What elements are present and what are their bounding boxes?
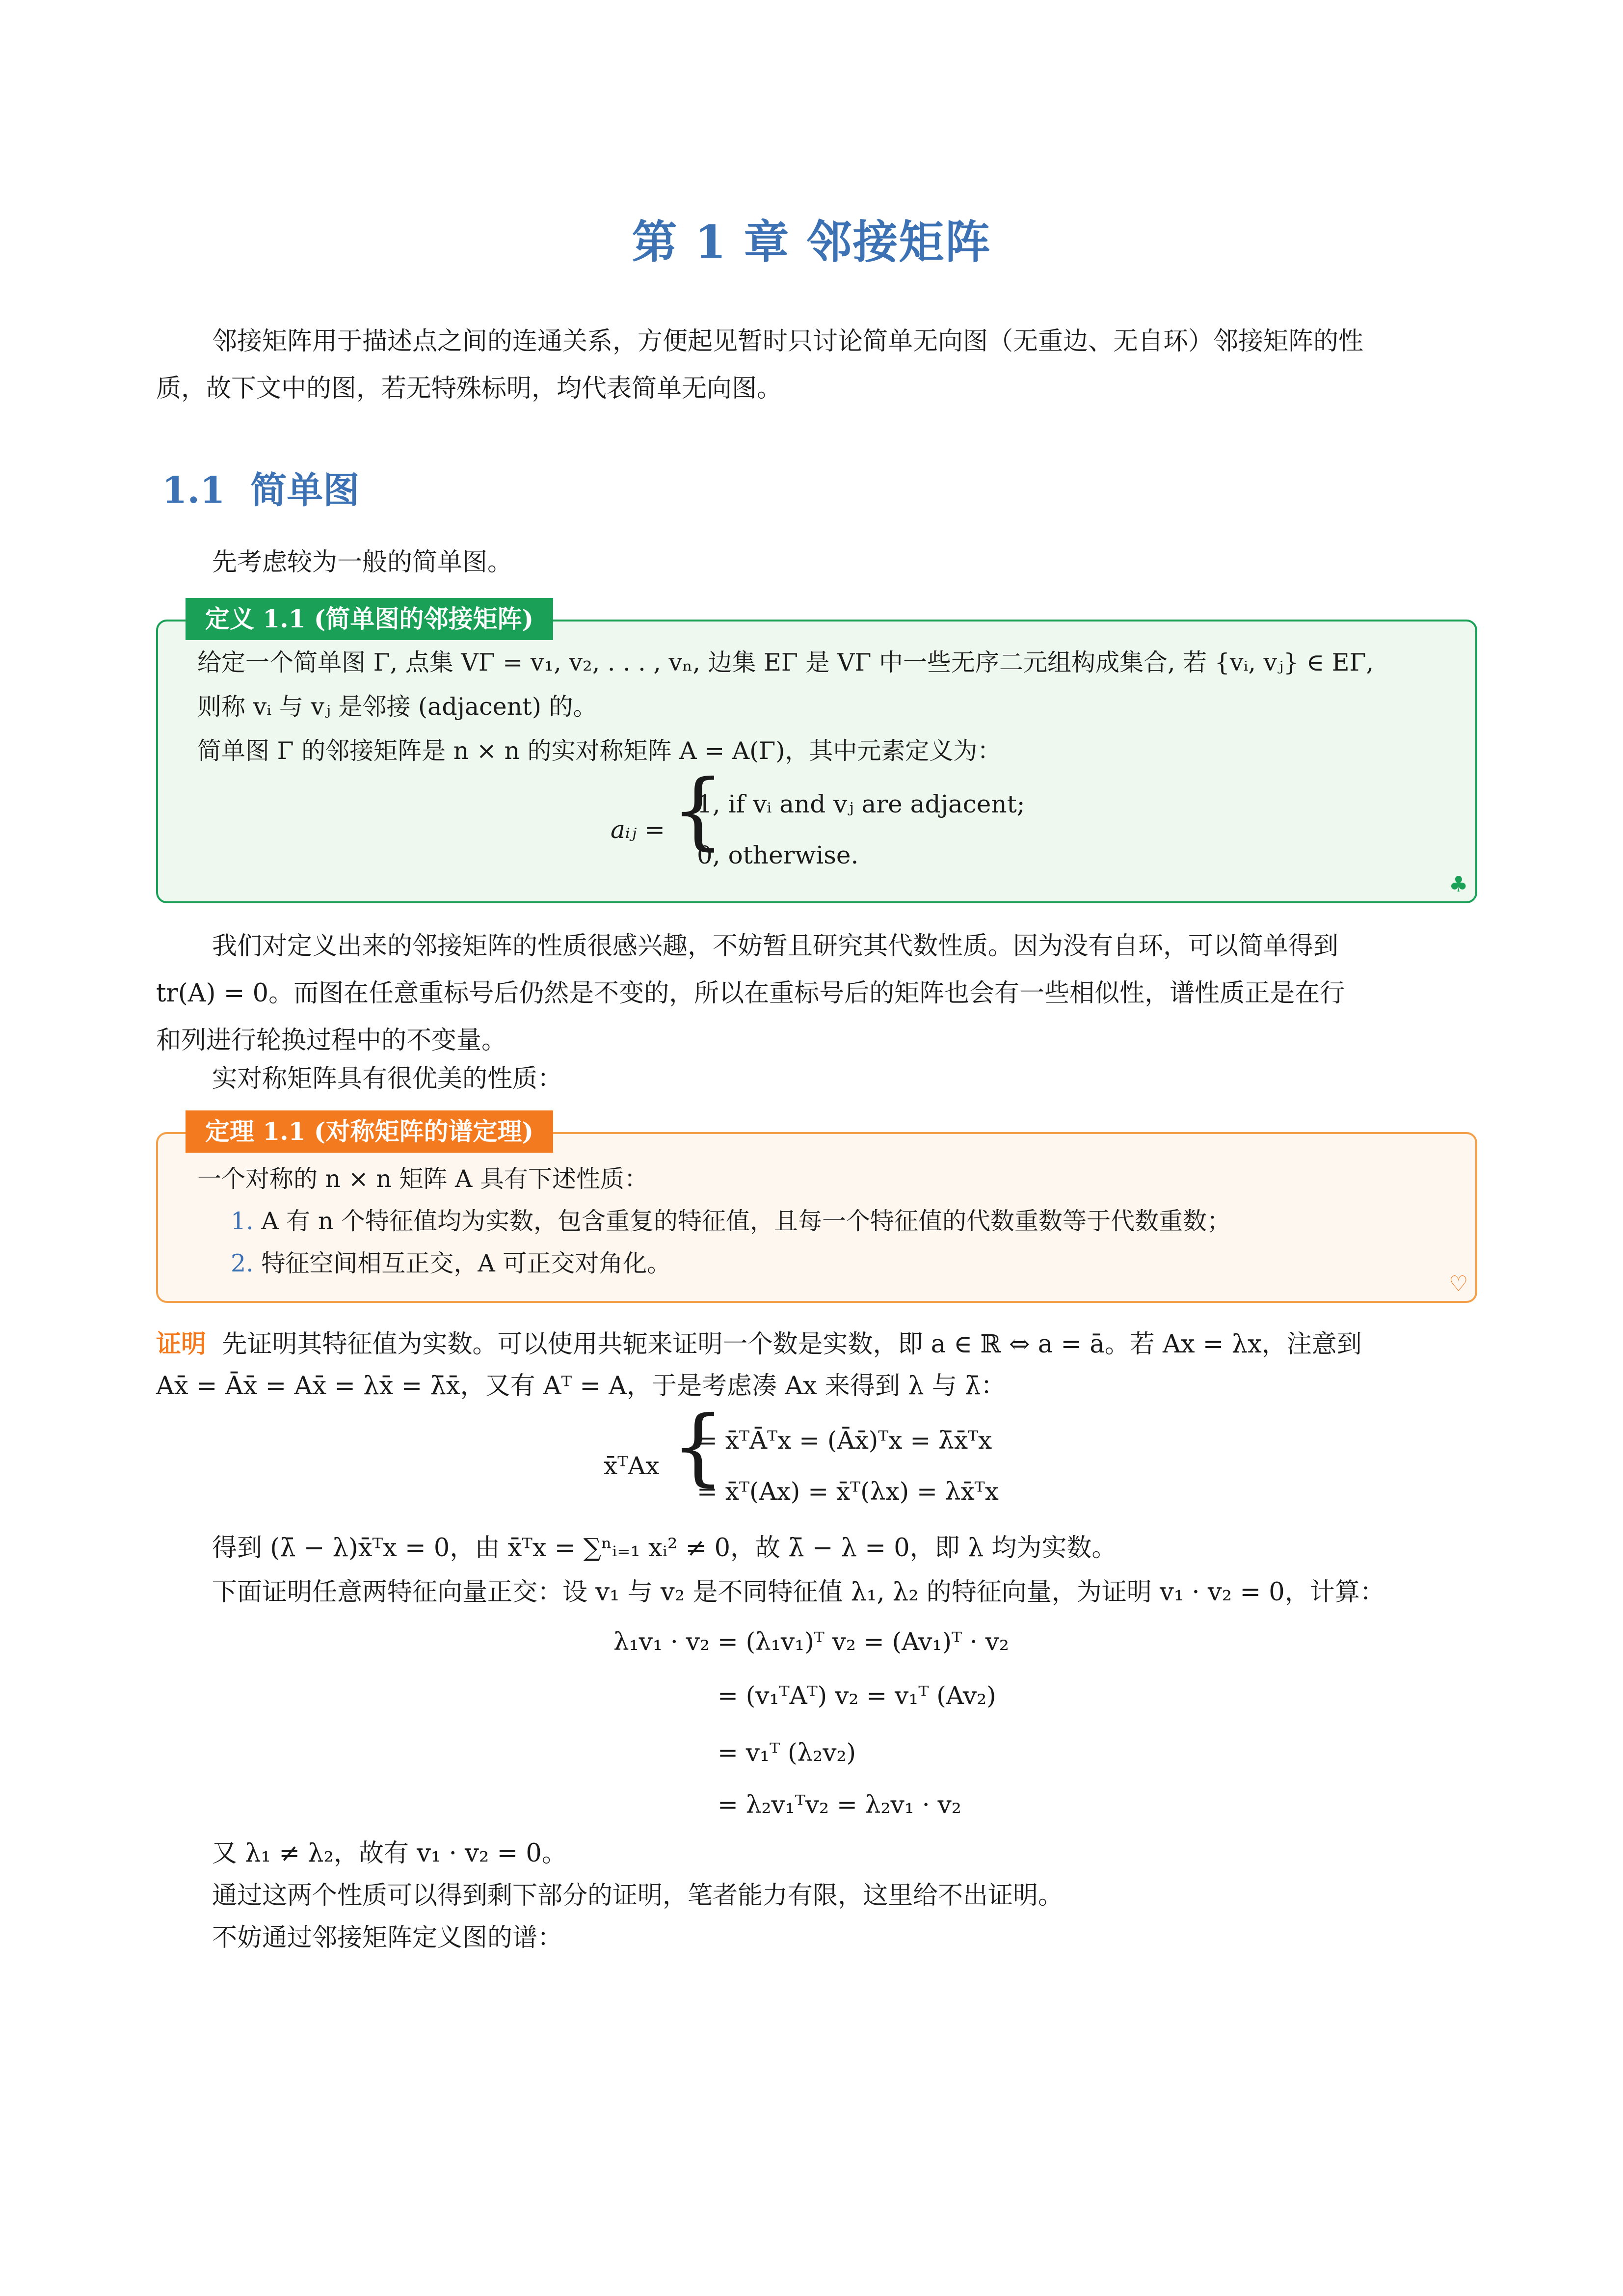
section-intro: 先考虑较为一般的简单图。 bbox=[212, 548, 513, 577]
proof-line-1-text: 先证明其特征值为实数。可以使用共轭来证明一个数是实数，即 a ∈ ℝ ⇔ a = ā。若 Ax = λx，注意到 bbox=[222, 1330, 1362, 1359]
intro-line-2: 质，故下文中的图，若无特殊标明，均代表简单无向图。 bbox=[156, 374, 782, 403]
section-heading bbox=[162, 461, 359, 513]
proof-align-line-3: = v₁ᵀ (λ₂v₂) bbox=[718, 1738, 856, 1767]
definition-tag: 定义 1.1 (简单图的邻接矩阵) bbox=[186, 598, 553, 640]
club-icon: ♣ bbox=[1449, 872, 1468, 897]
theorem-intro: 一个对称的 n × n 矩阵 A 具有下述性质： bbox=[197, 1165, 649, 1193]
heart-icon: ♡ bbox=[1449, 1271, 1468, 1297]
theorem-item-1-text: A 有 n 个特征值均为实数，包含重复的特征值，且每一个特征值的代数重数等于代数重数； bbox=[261, 1207, 1231, 1235]
body-line-2: tr(A) = 0。而图在任意重标号后仍然是不变的，所以在重标号后的矩阵也会有一些相似性，谱性质正是在行 bbox=[156, 979, 1345, 1008]
chapter-title: 第 1 章 邻接矩阵 bbox=[632, 216, 991, 269]
definition-brace: { bbox=[671, 762, 725, 859]
proof-line-3: 得到 (λ̄ − λ)x̄ᵀx = 0，由 x̄ᵀx = ∑ⁿᵢ₌₁ xᵢ² ≠ 0，故 λ̄ − λ = 0，即 λ 均为实数。 bbox=[212, 1534, 1117, 1563]
proof-line-6: 通过这两个性质可以得到剩下部分的证明，笔者能力有限，这里给不出证明。 bbox=[212, 1881, 1064, 1910]
definition-line-3: 简单图 Γ 的邻接矩阵是 n × n 的实对称矩阵 A = A(Γ)，其中元素定义为： bbox=[197, 737, 1002, 765]
theorem-item-1-number: 1. bbox=[231, 1207, 254, 1235]
definition-case-1: 1, if vᵢ and vⱼ are adjacent; bbox=[697, 790, 1025, 818]
theorem-item-2 bbox=[231, 1240, 671, 1287]
proof-line-2: Ax̄ = Āx̄ = Ax̄ = λx̄ = λ̄x̄，又有 Aᵀ = A，于是考虑凑 Ax 来得到 λ 与 λ̄： bbox=[156, 1372, 1006, 1401]
proof-align-line-4: = λ₂v₁ᵀv₂ = λ₂v₁ · v₂ bbox=[718, 1790, 961, 1819]
proof-line-1 bbox=[156, 1321, 1481, 1368]
proof-line-4: 下面证明任意两特征向量正交：设 v₁ 与 v₂ 是不同特征值 λ₁, λ₂ 的特征向量，为证明 v₁ · v₂ = 0，计算： bbox=[212, 1578, 1385, 1607]
body-line-3: 和列进行轮换过程中的不变量。 bbox=[156, 1026, 507, 1055]
proof-align-line-2: = (v₁ᵀAᵀ) v₂ = v₁ᵀ (Av₂) bbox=[718, 1681, 996, 1710]
body-line-1: 我们对定义出来的邻接矩阵的性质很感兴趣，不妨暂且研究其代数性质。因为没有自环，可以简单得到 bbox=[212, 932, 1339, 961]
intro-line-1: 邻接矩阵用于描述点之间的连通关系，方便起见暂时只讨论简单无向图（无重边、无自环）邻接矩阵的性 bbox=[212, 327, 1364, 356]
closing-line: 不妨通过邻接矩阵定义图的谱： bbox=[212, 1923, 563, 1952]
proof-align-line-1: λ₁v₁ · v₂ = (λ₁v₁)ᵀ v₂ = (Av₁)ᵀ · v₂ bbox=[613, 1627, 1009, 1656]
section-title: 简单图 bbox=[250, 469, 360, 512]
proof-label: 证明 bbox=[156, 1329, 207, 1359]
section-number: 1.1 bbox=[162, 469, 225, 512]
theorem-tag: 定理 1.1 (对称矩阵的谱定理) bbox=[186, 1110, 553, 1153]
proof-eq1-brace: { bbox=[671, 1398, 725, 1495]
theorem-item-1 bbox=[231, 1198, 1231, 1245]
definition-line-2: 则称 vᵢ 与 vⱼ 是邻接 (adjacent) 的。 bbox=[197, 693, 597, 721]
definition-line-1: 给定一个简单图 Γ, 点集 VΓ = v₁, v₂, . . . , vₙ, 边集 EΓ 是 VΓ 中一些无序二元组构成集合, 若 {vᵢ, vⱼ} ∈ EΓ, bbox=[197, 648, 1374, 676]
proof-eq1-case-2: = x̄ᵀ(Ax) = x̄ᵀ(λx) = λx̄ᵀx bbox=[697, 1477, 999, 1506]
definition-eq-lhs: aᵢⱼ = bbox=[611, 815, 665, 844]
proof-eq1-lhs: x̄ᵀAx bbox=[604, 1452, 660, 1480]
proof-eq1-case-1: = x̄ᵀĀᵀx = (Āx̄)ᵀx = λ̄x̄ᵀx bbox=[697, 1426, 992, 1455]
body-line-4: 实对称矩阵具有很优美的性质： bbox=[212, 1064, 563, 1093]
definition-case-2: 0, otherwise. bbox=[697, 841, 859, 869]
proof-line-5: 又 λ₁ ≠ λ₂，故有 v₁ · v₂ = 0。 bbox=[212, 1839, 567, 1868]
theorem-item-2-number: 2. bbox=[231, 1249, 254, 1277]
theorem-item-2-text: 特征空间相互正交，A 可正交对角化。 bbox=[261, 1249, 671, 1277]
